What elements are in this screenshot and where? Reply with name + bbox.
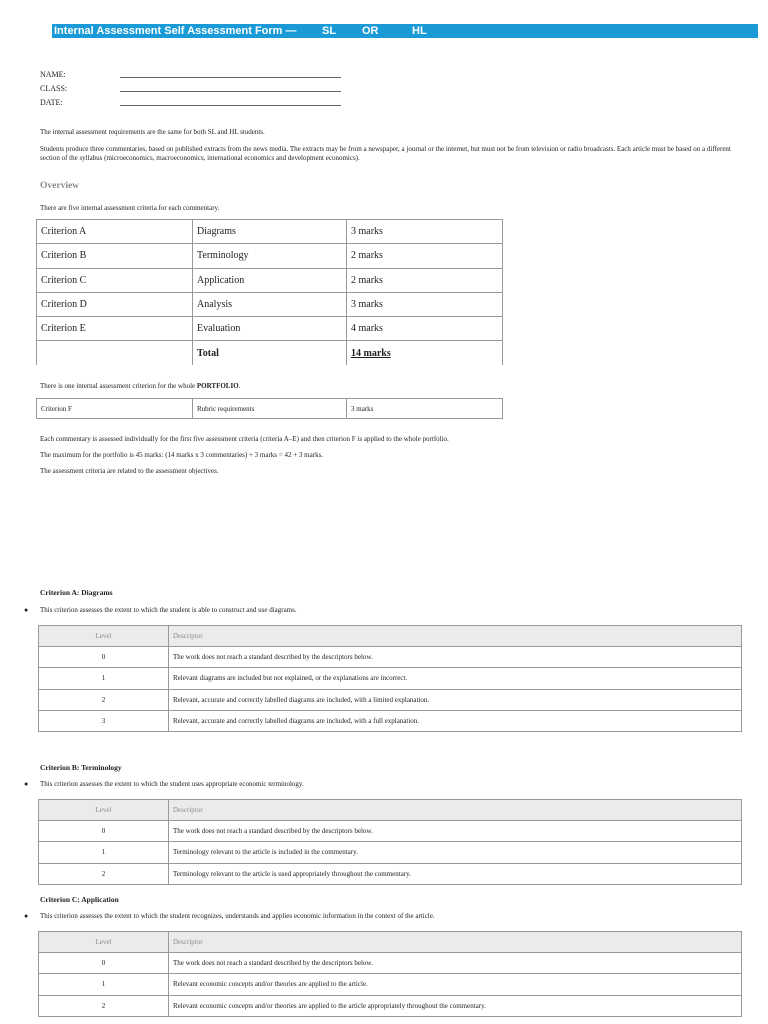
table-row — [39, 689, 742, 710]
criterion-b-heading: Criterion B: Terminology — [40, 763, 122, 772]
criterion-c-table — [38, 931, 742, 1017]
table-row — [39, 710, 742, 731]
criterion-b-bullet — [24, 780, 304, 788]
note-3: The assessment criteria are related to the assessment objectives. — [40, 467, 219, 475]
criterion-cell: Criterion B — [37, 244, 193, 268]
total-value: 14 marks — [347, 341, 503, 365]
criterion-c-bullet — [24, 912, 435, 920]
descriptor-header: Descriptor — [169, 800, 742, 821]
portfolio-word: PORTFOLIO — [196, 382, 239, 390]
total-row — [37, 341, 503, 365]
criterion-b-description: This criterion assesses the extent to which the student uses appropriate economic terminology. — [40, 780, 304, 788]
table-row — [39, 995, 742, 1016]
criterion-b-table — [38, 799, 742, 885]
level-cell: 1 — [39, 974, 169, 995]
criterion-cell: Criterion F — [37, 399, 193, 419]
table-row — [39, 647, 742, 668]
level-cell: 1 — [39, 668, 169, 689]
level-header: Level — [39, 932, 169, 953]
marks-cell: 2 marks — [347, 244, 503, 268]
level-header: Level — [39, 626, 169, 647]
marks-cell: 4 marks — [347, 317, 503, 341]
name-line[interactable] — [120, 77, 341, 78]
table-row — [39, 668, 742, 689]
criteria-overview-table — [36, 219, 503, 365]
level-cell: 0 — [39, 821, 169, 842]
level-cell: 0 — [39, 953, 169, 974]
descriptor-cell: Relevant economic concepts and/or theories are applied to the article appropriately throughout the commentary. — [169, 995, 742, 1016]
bullet-icon: ● — [24, 780, 29, 788]
criterion-c-description: This criterion assesses the extent to which the student recognizes, understands and applies economic information in the context of the article. — [40, 912, 435, 920]
table-row — [37, 317, 503, 341]
table-row — [39, 842, 742, 863]
criterion-a-heading: Criterion A: Diagrams — [40, 588, 113, 597]
criterion-a-bullet — [24, 606, 297, 614]
criterion-name-cell: Evaluation — [193, 317, 347, 341]
criterion-name-cell: Rubric requirements — [193, 399, 347, 419]
option-hl: HL — [412, 25, 427, 37]
table-row — [39, 863, 742, 884]
date-label: DATE: — [40, 98, 63, 107]
descriptor-header: Descriptor — [169, 932, 742, 953]
table-row — [39, 974, 742, 995]
descriptor-cell: Relevant, accurate and correctly labelled diagrams are included, with a limited explanation. — [169, 689, 742, 710]
table-row — [39, 953, 742, 974]
level-header: Level — [39, 800, 169, 821]
criterion-cell: Criterion C — [37, 268, 193, 292]
marks-cell: 3 marks — [347, 292, 503, 316]
overview-lead: There are five internal assessment criteria for each commentary. — [40, 204, 220, 212]
criterion-name-cell: Diagrams — [193, 220, 347, 244]
descriptor-cell: Terminology relevant to the article is included in the commentary. — [169, 842, 742, 863]
level-cell: 2 — [39, 863, 169, 884]
descriptor-cell: The work does not reach a standard described by the descriptors below. — [169, 953, 742, 974]
descriptor-cell: Relevant economic concepts and/or theories are applied to the article. — [169, 974, 742, 995]
option-or: OR — [362, 25, 379, 37]
portfolio-lead — [40, 382, 740, 391]
table-header-row — [39, 800, 742, 821]
level-cell: 2 — [39, 689, 169, 710]
criterion-c-heading: Criterion C: Application — [40, 895, 119, 904]
criterion-cell: Criterion E — [37, 317, 193, 341]
bullet-icon: ● — [24, 606, 29, 614]
date-field — [40, 98, 63, 107]
descriptor-cell: Relevant diagrams are included but not explained, or the explanations are incorrect. — [169, 668, 742, 689]
descriptor-cell: The work does not reach a standard described by the descriptors below. — [169, 647, 742, 668]
table-header-row — [39, 932, 742, 953]
table-header-row — [39, 626, 742, 647]
marks-cell: 2 marks — [347, 268, 503, 292]
marks-cell: 3 marks — [347, 220, 503, 244]
intro-paragraph-2: Students produce three commentaries, based on published extracts from the news media. The extracts may be from a newspaper, a journal or the internet, but must not be from television or radio broadcasts. Each article must be based on a different section of the syllabus (microeconomics, macroeconomics, international economics and development economics). — [40, 145, 731, 162]
table-row — [37, 268, 503, 292]
criterion-name-cell: Application — [193, 268, 347, 292]
table-row — [37, 292, 503, 316]
criterion-name-cell: Terminology — [193, 244, 347, 268]
descriptor-header: Descriptor — [169, 626, 742, 647]
intro-paragraph-1: The internal assessment requirements are the same for both SL and HL students. — [40, 128, 265, 136]
portfolio-criterion-table — [36, 398, 503, 419]
descriptor-cell: The work does not reach a standard described by the descriptors below. — [169, 821, 742, 842]
level-cell: 3 — [39, 710, 169, 731]
empty-cell — [37, 341, 193, 365]
portfolio-lead-text: There is one internal assessment criterion for the whole — [40, 382, 197, 390]
criterion-a-table — [38, 625, 742, 732]
table-row — [37, 244, 503, 268]
level-cell: 0 — [39, 647, 169, 668]
level-cell: 1 — [39, 842, 169, 863]
level-cell: 2 — [39, 995, 169, 1016]
bullet-icon: ● — [24, 912, 29, 920]
date-line[interactable] — [120, 105, 341, 106]
descriptor-cell: Terminology relevant to the article is used appropriately throughout the commentary. — [169, 863, 742, 884]
criterion-name-cell: Analysis — [193, 292, 347, 316]
note-1: Each commentary is assessed individually for the first five assessment criteria (criteria A–E) and then criterion F is applied to the whole portfolio. — [40, 435, 449, 443]
table-row — [37, 399, 503, 419]
name-label: NAME: — [40, 70, 66, 79]
form-title: Internal Assessment Self Assessment Form — — [54, 25, 297, 37]
portfolio-lead-end: . — [238, 382, 241, 390]
note-2: The maximum for the portfolio is 45 marks: (14 marks x 3 commentaries) + 3 marks = 42 + 3 marks. — [40, 451, 324, 459]
class-line[interactable] — [120, 91, 341, 92]
criterion-cell: Criterion D — [37, 292, 193, 316]
form-title-banner — [52, 24, 758, 38]
table-row — [37, 220, 503, 244]
name-field — [40, 70, 66, 79]
marks-cell: 3 marks — [347, 399, 503, 419]
criterion-cell: Criterion A — [37, 220, 193, 244]
option-sl: SL — [322, 25, 337, 37]
overview-heading: Overview — [40, 181, 80, 191]
table-row — [39, 821, 742, 842]
total-label: Total — [193, 341, 347, 365]
descriptor-cell: Relevant, accurate and correctly labelled diagrams are included, with a full explanation. — [169, 710, 742, 731]
class-label: CLASS: — [40, 84, 68, 93]
criterion-a-description: This criterion assesses the extent to which the student is able to construct and use diagrams. — [40, 606, 297, 614]
class-field — [40, 84, 67, 93]
